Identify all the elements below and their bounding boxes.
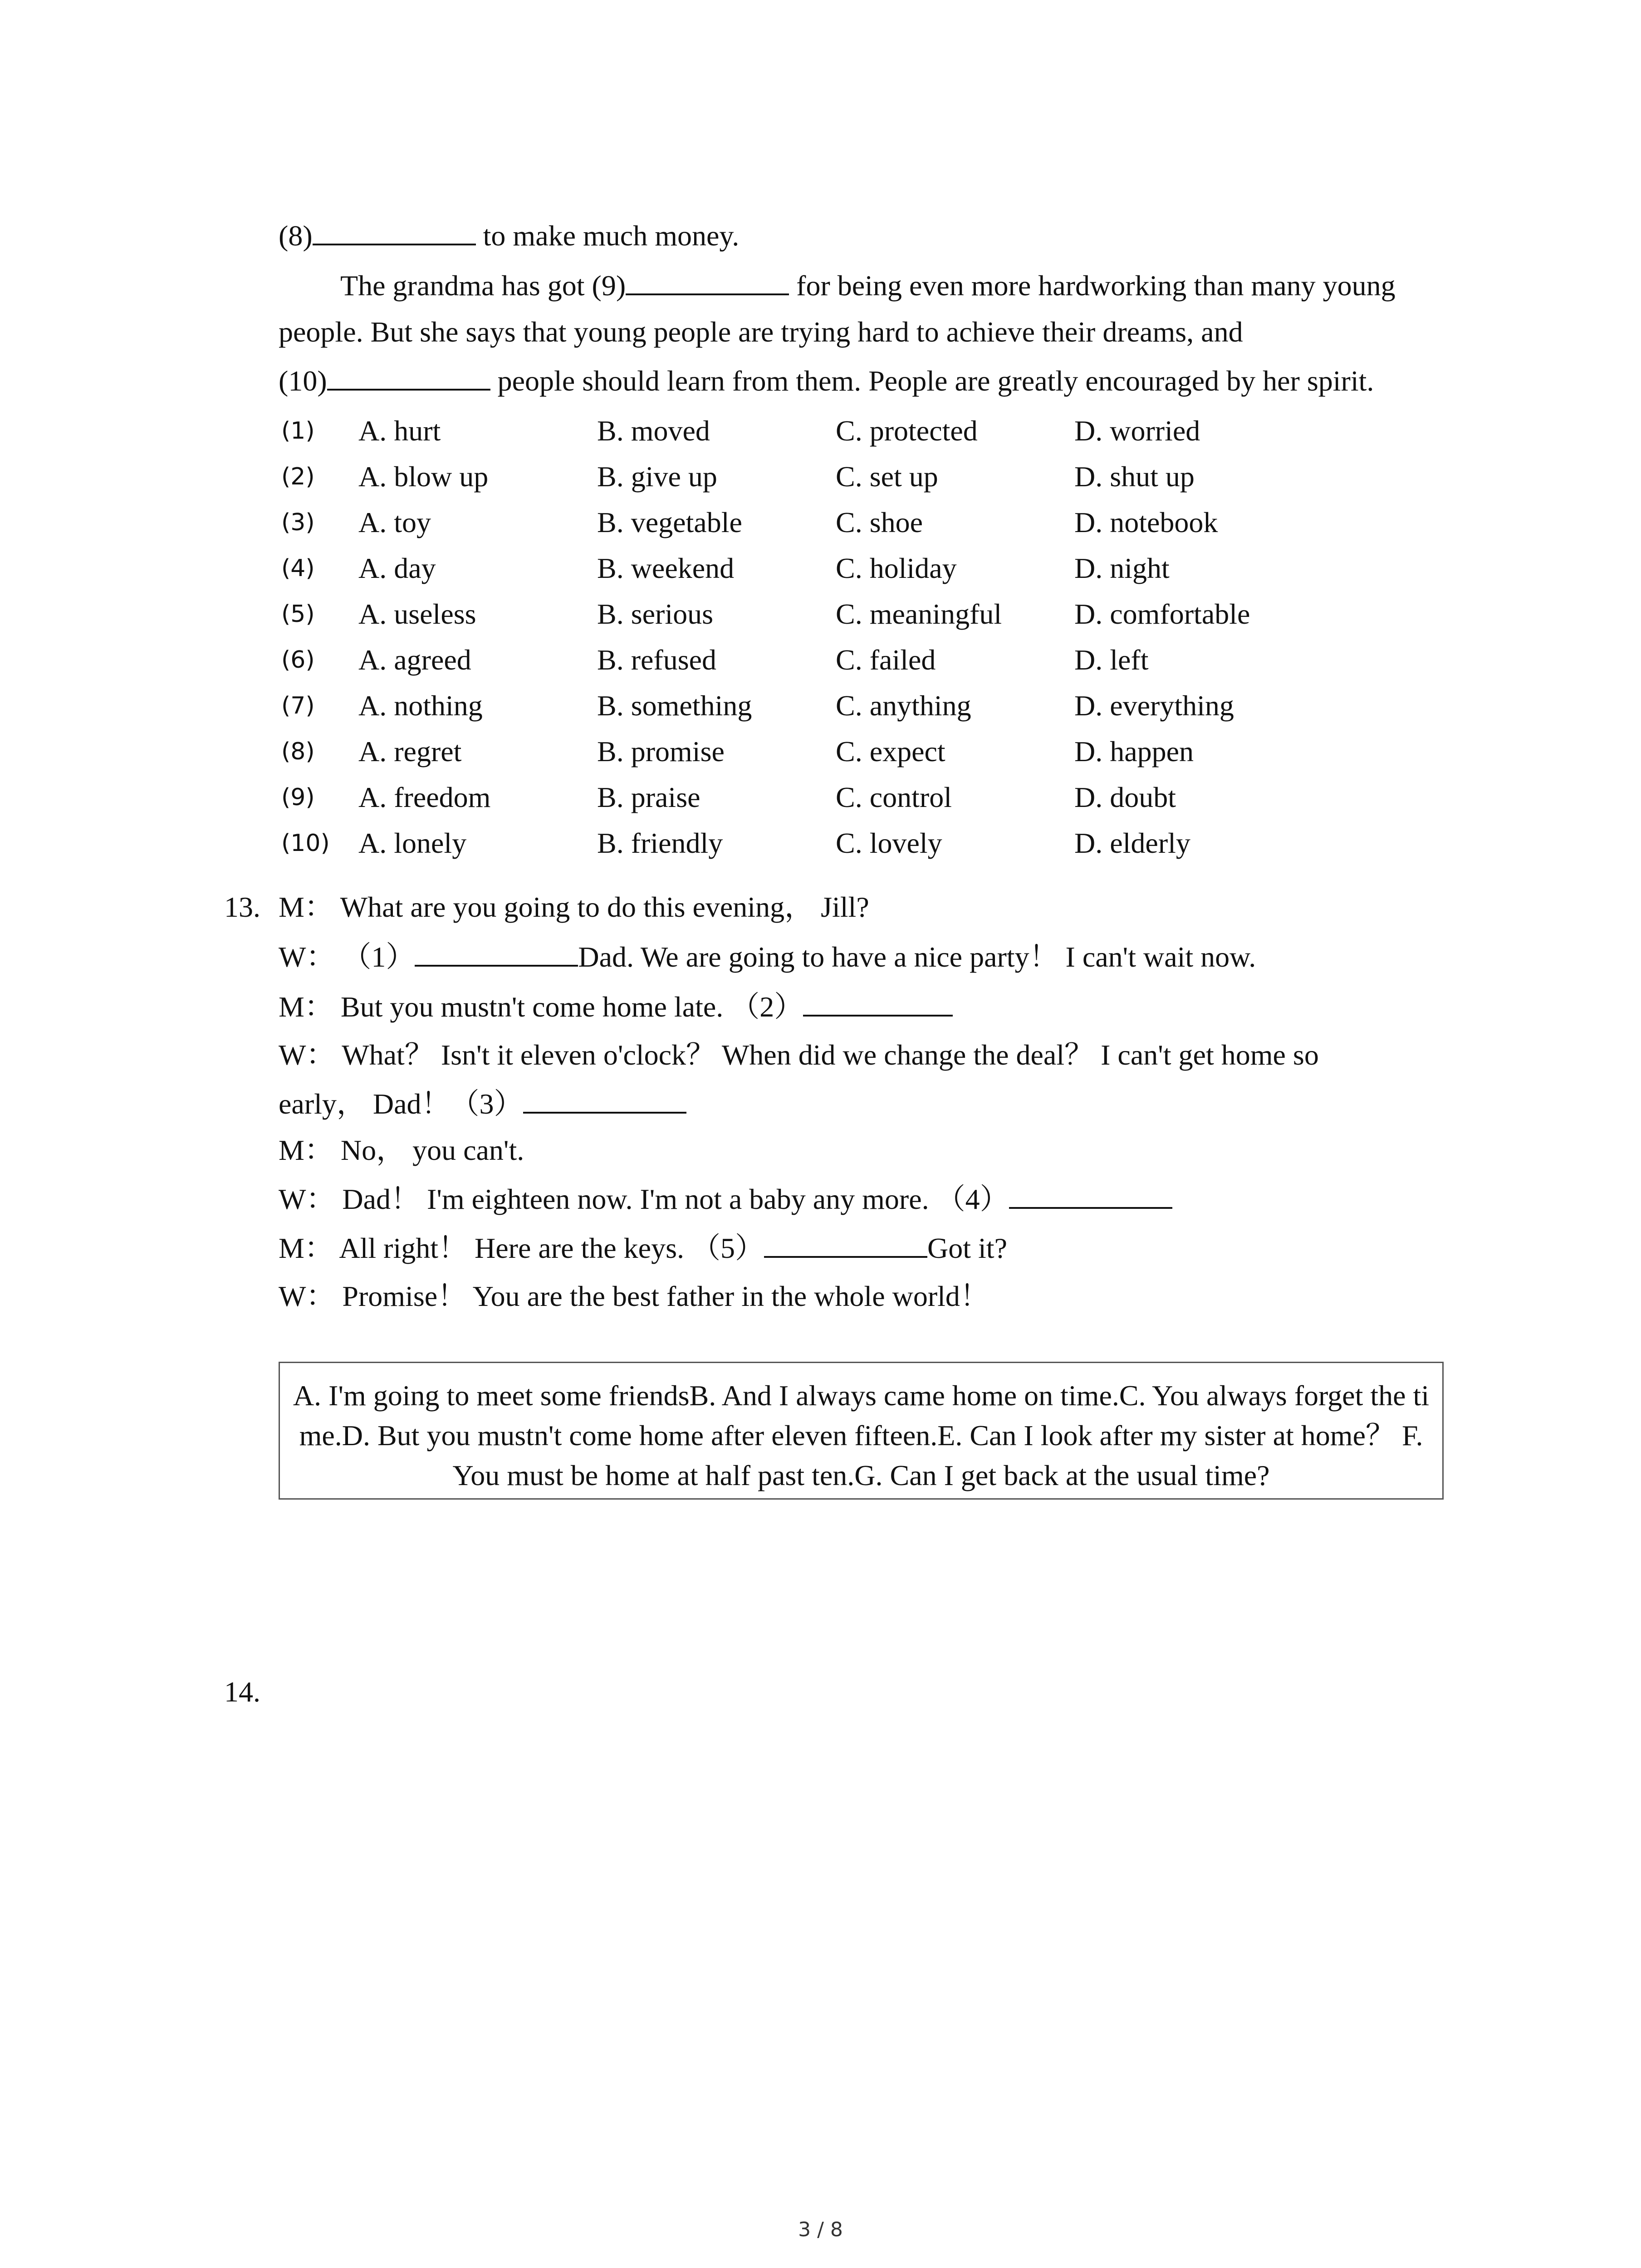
- answer-blank-1[interactable]: [415, 939, 578, 967]
- answer-blank-9[interactable]: [626, 268, 789, 295]
- option-d[interactable]: D. doubt: [1074, 781, 1176, 813]
- option-number: (4): [281, 555, 315, 582]
- dialogue-text: W： Promise！ You are the best father in the whole world！: [279, 1280, 989, 1312]
- answer-blank-8[interactable]: [313, 218, 476, 245]
- dialogue-line-7: [279, 1181, 1172, 1217]
- blank-label-8: (8): [279, 220, 313, 252]
- option-b[interactable]: B. serious: [597, 598, 713, 630]
- option-d[interactable]: D. left: [1074, 644, 1149, 676]
- option-b[interactable]: B. moved: [597, 415, 710, 447]
- page-number: 3 / 8: [798, 2218, 843, 2241]
- dialogue-text: W： （1）: [279, 941, 415, 973]
- option-b[interactable]: B. friendly: [597, 827, 723, 859]
- passage-line-2: [340, 268, 1396, 304]
- option-c[interactable]: C. expect: [836, 735, 945, 767]
- option-a[interactable]: A. toy: [358, 506, 431, 538]
- option-b[interactable]: B. weekend: [597, 552, 735, 584]
- option-c[interactable]: C. shoe: [836, 506, 923, 538]
- option-b[interactable]: B. vegetable: [597, 506, 742, 538]
- option-d[interactable]: D. shut up: [1074, 460, 1195, 493]
- option-number: (2): [281, 463, 315, 490]
- option-a[interactable]: A. blow up: [358, 460, 489, 493]
- option-a[interactable]: A. freedom: [358, 781, 491, 813]
- dialogue-text: M： But you mustn't come home late. （2）: [279, 991, 803, 1023]
- passage-text: to make much money.: [475, 220, 740, 252]
- dialogue-line-8: [279, 1230, 1007, 1266]
- passage-line-4: [279, 363, 1374, 399]
- option-d[interactable]: D. notebook: [1074, 506, 1218, 538]
- option-c[interactable]: C. anything: [836, 689, 971, 722]
- option-b[interactable]: B. refused: [597, 644, 717, 676]
- dialogue-text: M： What are you going to do this evening， Jill?: [279, 891, 869, 923]
- answer-blank-5[interactable]: [764, 1231, 927, 1258]
- option-number: (8): [281, 738, 315, 765]
- option-c[interactable]: C. meaningful: [836, 598, 1002, 630]
- answer-blank-4[interactable]: [1009, 1182, 1172, 1209]
- choices-text: A. I'm going to meet some friendsB. And I always came home on time.C. You always forget the time.D. But you mustn't come home after eleven fifteen.E. Can I look after my sister at home？ F. You must be home at half past ten.G. Can I get back at the usual time?: [293, 1379, 1430, 1491]
- option-b[interactable]: B. something: [597, 689, 752, 722]
- choices-box: [279, 1362, 1444, 1500]
- blank-label-10: (10): [279, 365, 327, 397]
- option-number: (10): [281, 830, 330, 857]
- option-a[interactable]: A. regret: [358, 735, 462, 767]
- dialogue-line-1: [279, 889, 869, 925]
- passage-text: people should learn from them. People are greatly encouraged by her spirit.: [490, 365, 1374, 397]
- option-a[interactable]: A. useless: [358, 598, 476, 630]
- option-a[interactable]: A. nothing: [358, 689, 483, 722]
- option-d[interactable]: D. night: [1074, 552, 1170, 584]
- question-number: 14.: [224, 1676, 260, 1708]
- dialogue-text: M： All right！ Here are the keys. （5）: [279, 1232, 764, 1264]
- dialogue-line-3: [279, 989, 953, 1025]
- option-number: (7): [281, 692, 315, 719]
- dialogue-line-2: [279, 939, 1256, 975]
- answer-blank-3[interactable]: [523, 1086, 686, 1114]
- option-c[interactable]: C. set up: [836, 460, 938, 493]
- option-number: (9): [281, 784, 315, 811]
- option-a[interactable]: A. hurt: [358, 415, 441, 447]
- option-b[interactable]: B. give up: [597, 460, 717, 493]
- dialogue-text: W： Dad！ I'm eighteen now. I'm not a baby any more. （4）: [279, 1183, 1009, 1215]
- option-c[interactable]: C. failed: [836, 644, 936, 676]
- option-number: (5): [281, 601, 315, 628]
- option-d[interactable]: D. happen: [1074, 735, 1194, 767]
- option-number: (6): [281, 646, 315, 674]
- question-number: 13.: [224, 891, 260, 923]
- dialogue-text: early， Dad！（3）: [279, 1088, 523, 1120]
- option-d[interactable]: D. everything: [1074, 689, 1234, 722]
- option-a[interactable]: A. agreed: [358, 644, 471, 676]
- passage-text: people. But she says that young people are trying hard to achieve their dreams, and: [279, 316, 1243, 348]
- dialogue-text: W： What？ Isn't it eleven o'clock？ When did we change the deal？ I can't get home so: [279, 1039, 1319, 1071]
- option-c[interactable]: C. holiday: [836, 552, 957, 584]
- dialogue-text: M： No， you can't.: [279, 1134, 524, 1166]
- dialogue-line-4: [279, 1037, 1319, 1073]
- dialogue-line-6: [279, 1132, 524, 1168]
- option-c[interactable]: C. control: [836, 781, 952, 813]
- option-a[interactable]: A. day: [358, 552, 436, 584]
- dialogue-text: Got it?: [927, 1232, 1007, 1264]
- option-d[interactable]: D. elderly: [1074, 827, 1190, 859]
- option-c[interactable]: C. protected: [836, 415, 978, 447]
- option-number: (3): [281, 509, 315, 536]
- option-d[interactable]: D. comfortable: [1074, 598, 1250, 630]
- option-c[interactable]: C. lovely: [836, 827, 942, 859]
- passage-text: The grandma has got (9): [340, 269, 626, 302]
- passage-line-1: [279, 218, 739, 254]
- answer-blank-2[interactable]: [803, 989, 953, 1017]
- passage-text: for being even more hardworking than many young: [789, 269, 1396, 302]
- dialogue-line-5: [279, 1086, 686, 1122]
- dialogue-line-9: [279, 1278, 989, 1315]
- option-number: (1): [281, 417, 315, 445]
- option-b[interactable]: B. praise: [597, 781, 700, 813]
- dialogue-text: Dad. We are going to have a nice party！ I can't wait now.: [578, 941, 1256, 973]
- option-d[interactable]: D. worried: [1074, 415, 1200, 447]
- answer-blank-10[interactable]: [327, 363, 490, 391]
- passage-line-3: [279, 314, 1243, 350]
- option-a[interactable]: A. lonely: [358, 827, 467, 859]
- option-b[interactable]: B. promise: [597, 735, 725, 767]
